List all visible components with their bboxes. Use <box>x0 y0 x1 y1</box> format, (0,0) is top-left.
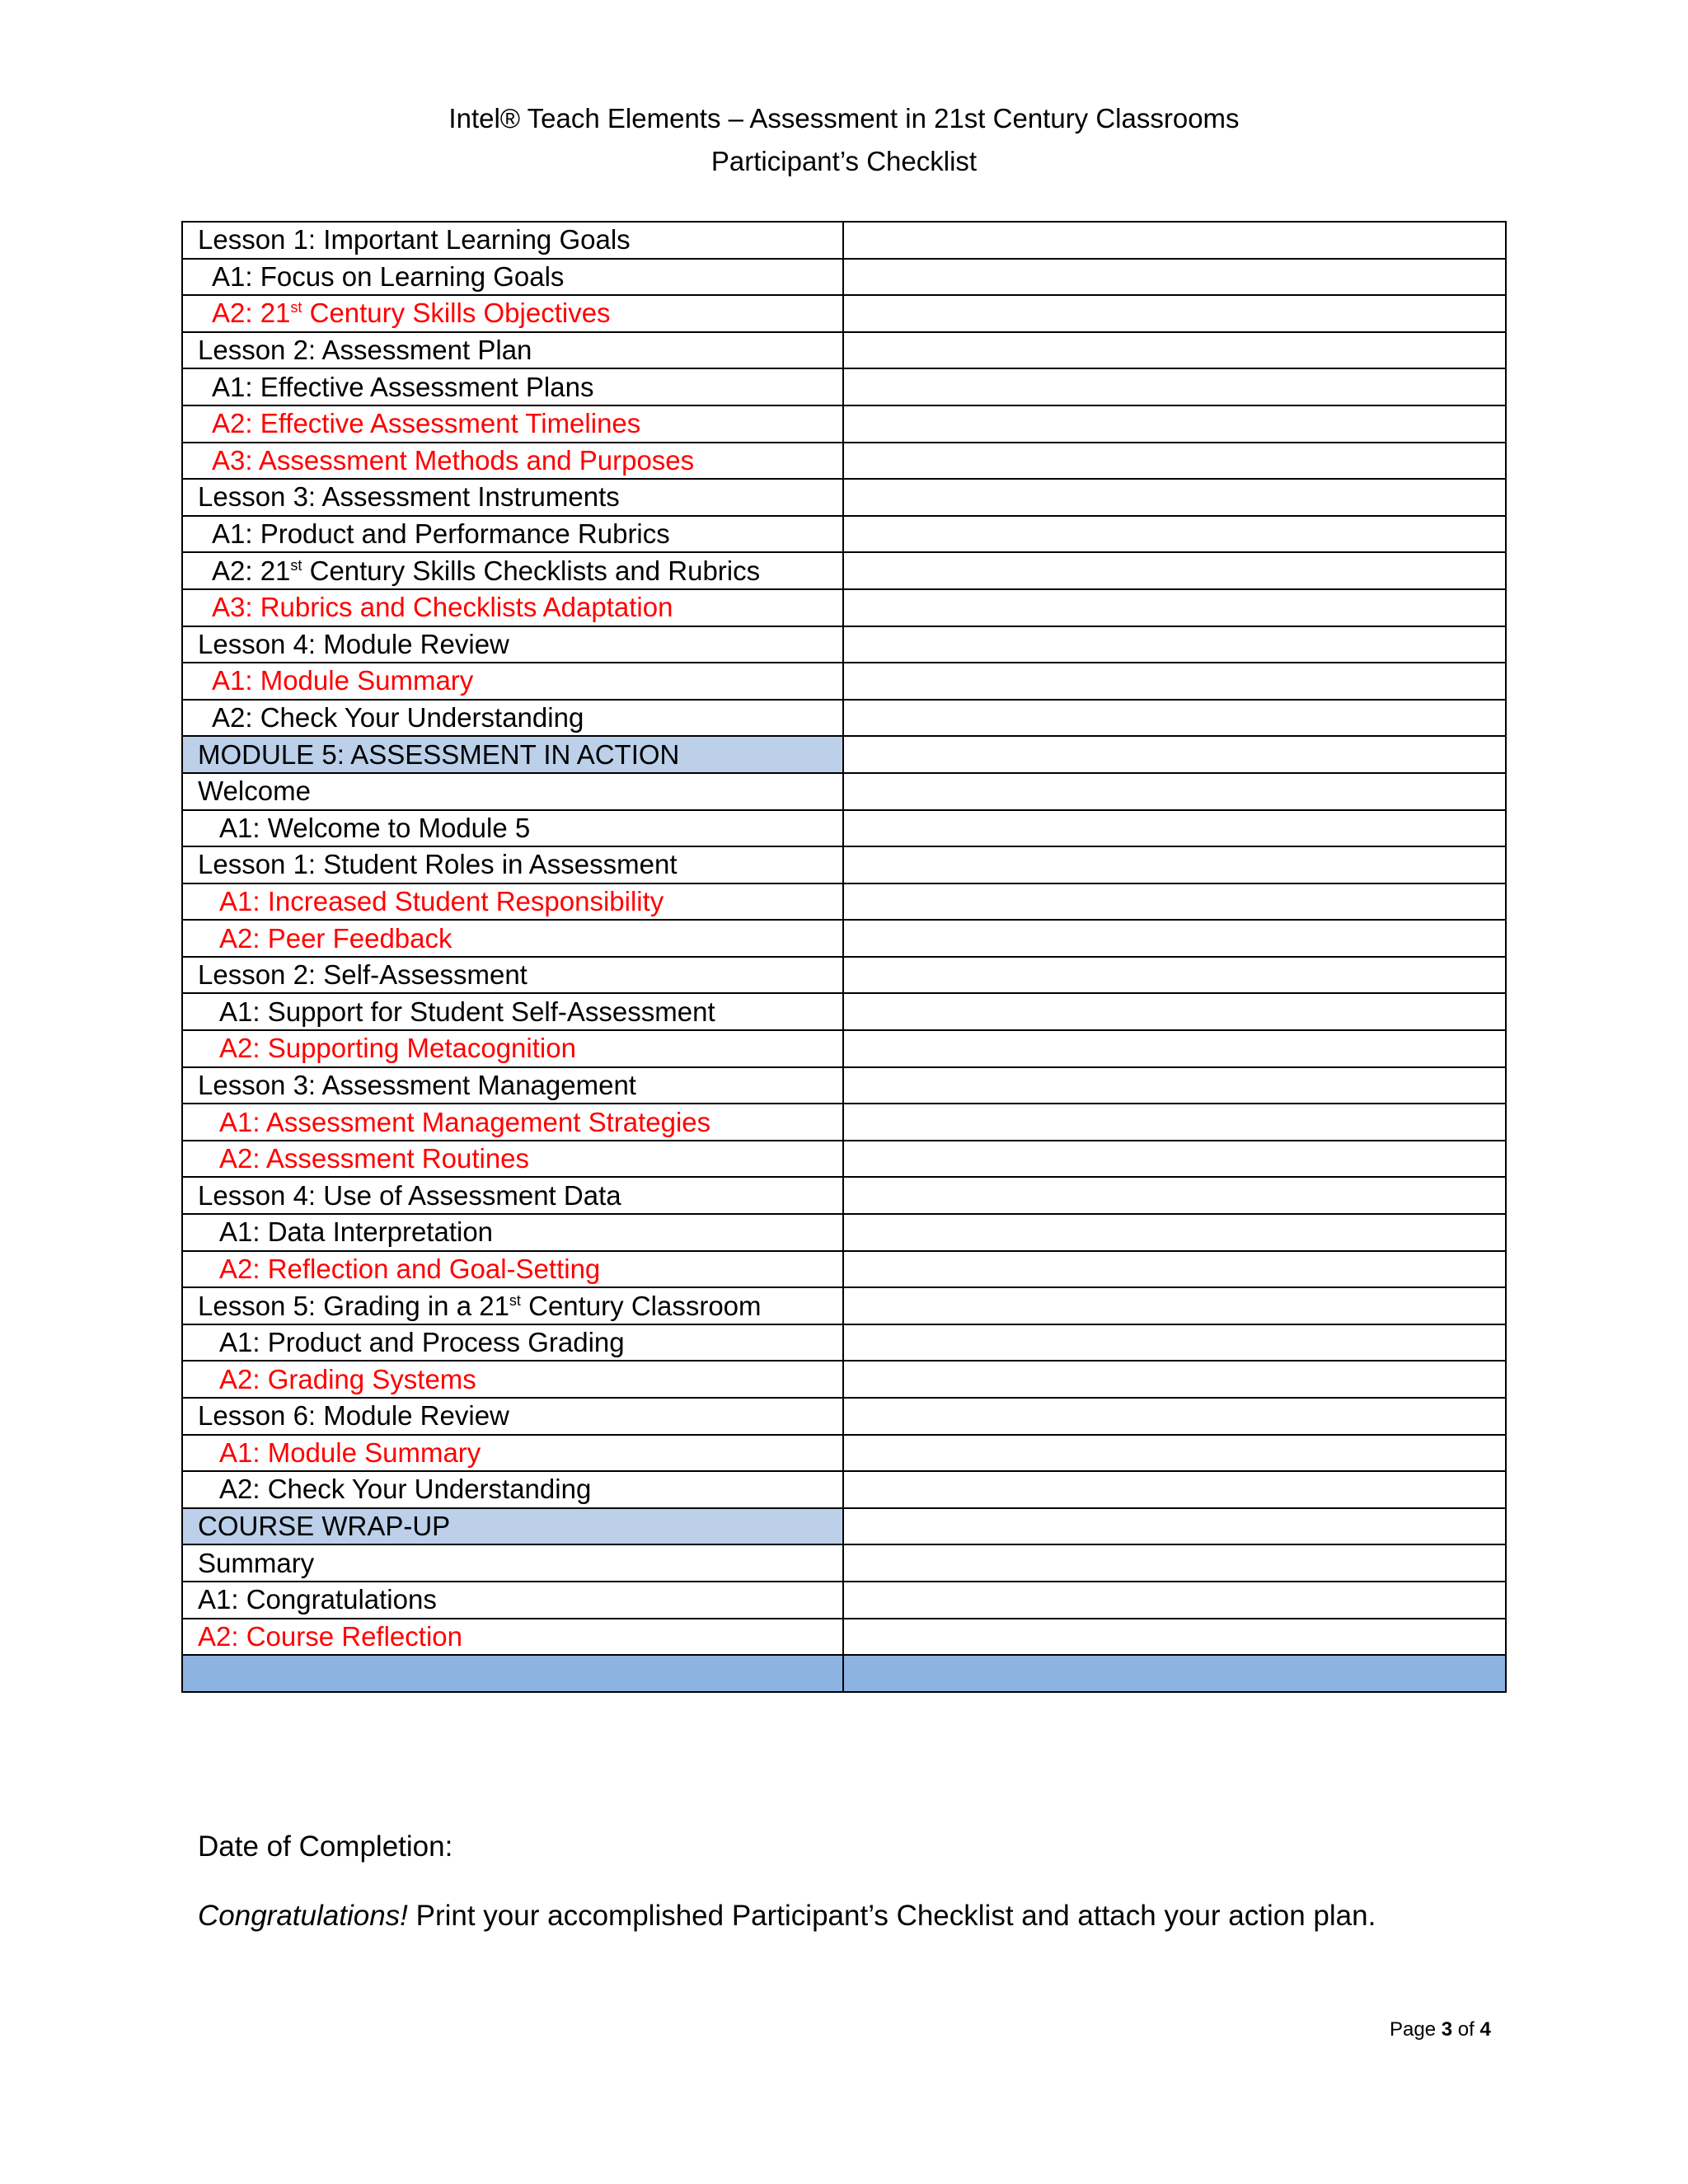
checklist-check-cell <box>843 295 1506 332</box>
checklist-item-cell <box>182 1141 843 1178</box>
document-subtitle: Participant’s Checklist <box>710 146 978 176</box>
checklist-row <box>182 1544 1506 1582</box>
checklist-item-label: MODULE 5: ASSESSMENT IN ACTION <box>198 738 680 770</box>
checklist-item-label: A1: Data Interpretation <box>219 1216 494 1248</box>
checklist-item-cell <box>182 368 843 405</box>
document-header <box>0 97 1688 183</box>
checklist-item-cell <box>182 957 843 994</box>
checklist-item-label: A1: Product and Performance Rubrics <box>212 518 670 550</box>
checklist-item-label: A2: Check Your Understanding <box>212 702 584 733</box>
checklist-row <box>182 846 1506 883</box>
checklist-check-cell <box>843 1508 1506 1545</box>
checklist-item-label: A1: Congratulations <box>198 1584 437 1615</box>
checklist-row <box>182 957 1506 994</box>
checklist-item-cell <box>182 1435 843 1472</box>
checklist-item-label <box>183 1291 762 1321</box>
checklist-item-cell <box>182 993 843 1030</box>
checklist-item-cell <box>182 443 843 480</box>
checklist-row <box>182 368 1506 405</box>
checklist-item-label: A1: Welcome to Module 5 <box>219 812 531 843</box>
page-of-label: of <box>1452 2018 1480 2041</box>
checklist-item-label: Lesson 4: Module Review <box>198 628 509 659</box>
checklist-row <box>182 626 1506 663</box>
checklist-item-label: A1: Focus on Learning Goals <box>212 260 565 292</box>
checklist-check-cell <box>843 957 1506 994</box>
checklist-item-cell <box>182 1251 843 1288</box>
checklist-item-cell <box>182 1214 843 1251</box>
label-text: A2: 21 <box>212 555 291 586</box>
checklist-row <box>182 1287 1506 1324</box>
document-title: Intel® Teach Elements – Assessment in 21st Century Classrooms <box>448 103 1240 134</box>
checklist-row <box>182 295 1506 332</box>
checklist-item-label <box>183 298 611 328</box>
page-footer <box>1390 2018 1491 2042</box>
checklist-item-cell <box>182 1619 843 1656</box>
checklist-check-cell <box>843 332 1506 369</box>
checklist-item-label: A2: Peer Feedback <box>219 922 452 954</box>
checklist-row <box>182 222 1506 259</box>
checklist-row <box>182 993 1506 1030</box>
checklist-item-label: Lesson 2: Self-Assessment <box>198 959 528 991</box>
checklist-check-cell <box>843 920 1506 957</box>
checklist-item-cell <box>182 1398 843 1435</box>
checklist-item-label: A2: Reflection and Goal-Setting <box>219 1253 601 1284</box>
checklist-item-label: A3: Assessment Methods and Purposes <box>212 444 695 476</box>
checklist-body <box>182 222 1506 1692</box>
checklist-item-label: A1: Effective Assessment Plans <box>212 371 594 402</box>
checklist-item-label <box>183 555 760 586</box>
checklist-row <box>182 810 1506 847</box>
label-text: A2: 21 <box>212 298 291 329</box>
checklist-check-cell <box>843 700 1506 737</box>
checklist-row <box>182 1398 1506 1435</box>
checklist-check-cell <box>843 259 1506 296</box>
checklist-item-cell <box>182 479 843 516</box>
checklist-item-label: A2: Grading Systems <box>219 1363 476 1394</box>
checklist-item-cell <box>182 295 843 332</box>
checklist-row <box>182 920 1506 957</box>
checklist-check-cell <box>843 1544 1506 1582</box>
checklist-check-cell <box>843 405 1506 443</box>
checklist-row <box>182 516 1506 553</box>
checklist-item-label <box>183 1657 198 1688</box>
checklist-check-cell <box>843 993 1506 1030</box>
checklist-item-cell <box>182 1177 843 1214</box>
checklist-check-cell <box>843 1287 1506 1324</box>
checklist-item-cell <box>182 552 843 589</box>
congratulations-text: Print your accomplished Participant’s Checklist and attach your action plan. <box>407 1900 1376 1932</box>
checklist-item-cell <box>182 1655 843 1692</box>
checklist-check-cell <box>843 479 1506 516</box>
checklist-item-label: Lesson 6: Module Review <box>198 1400 509 1432</box>
checklist-item-label: Lesson 1: Student Roles in Assessment <box>198 849 678 880</box>
label-text: Lesson 5: Grading in a 21 <box>198 1290 509 1321</box>
checklist-item-cell <box>182 405 843 443</box>
checklist-row <box>182 1251 1506 1288</box>
checklist-row <box>182 1324 1506 1361</box>
checklist-item-label: Lesson 4: Use of Assessment Data <box>198 1179 621 1211</box>
checklist-row <box>182 1508 1506 1545</box>
checklist-item-cell <box>182 1582 843 1619</box>
checklist-item-label: A2: Course Reflection <box>198 1620 462 1652</box>
checklist-item-label: A2: Supporting Metacognition <box>219 1033 576 1064</box>
checklist-item-cell <box>182 1508 843 1545</box>
checklist-item-label: Welcome <box>198 776 311 807</box>
checklist-check-cell <box>843 368 1506 405</box>
checklist-row <box>182 332 1506 369</box>
checklist-row <box>182 1361 1506 1398</box>
checklist-row <box>182 405 1506 443</box>
checklist-row <box>182 1177 1506 1214</box>
checklist-check-cell <box>843 1104 1506 1141</box>
checklist-item-label: A2: Effective Assessment Timelines <box>212 408 641 439</box>
checklist-item-cell <box>182 222 843 259</box>
checklist-item-cell <box>182 1287 843 1324</box>
checklist-row <box>182 443 1506 480</box>
checklist-check-cell <box>843 1655 1506 1692</box>
checklist-row <box>182 1435 1506 1472</box>
congratulations-note <box>198 1897 1376 1935</box>
checklist-check-cell <box>843 589 1506 626</box>
checklist-check-cell <box>843 443 1506 480</box>
checklist-row <box>182 736 1506 773</box>
checklist-item-cell <box>182 626 843 663</box>
checklist-row <box>182 1067 1506 1104</box>
superscript: st <box>290 556 302 574</box>
checklist-item-cell <box>182 1324 843 1361</box>
checklist-item-label: Lesson 3: Assessment Management <box>198 1069 636 1100</box>
congratulations-emphasis: Congratulations! <box>198 1900 408 1932</box>
checklist-item-label: A1: Module Summary <box>212 665 474 696</box>
checklist-row <box>182 1141 1506 1178</box>
page-label: Page <box>1390 2018 1442 2041</box>
checklist-item-cell <box>182 773 843 810</box>
checklist-item-label: COURSE WRAP-UP <box>198 1511 451 1542</box>
checklist-row <box>182 1214 1506 1251</box>
label-text: Century Classroom <box>520 1290 762 1321</box>
checklist-item-cell <box>182 589 843 626</box>
checklist-row <box>182 552 1506 589</box>
checklist-check-cell <box>843 773 1506 810</box>
checklist-item-label: Summary <box>198 1547 315 1578</box>
checklist-item-cell <box>182 1030 843 1067</box>
checklist-item-cell <box>182 700 843 737</box>
checklist-item-cell <box>182 846 843 883</box>
superscript: st <box>290 299 302 316</box>
checklist-item-cell <box>182 663 843 700</box>
checklist-item-label: Lesson 1: Important Learning Goals <box>198 224 631 255</box>
checklist-item-label: A1: Support for Student Self-Assessment <box>219 996 715 1027</box>
checklist-check-cell <box>843 1398 1506 1435</box>
checklist-check-cell <box>843 626 1506 663</box>
checklist-item-label: A1: Increased Student Responsibility <box>219 885 664 916</box>
checklist-row <box>182 1030 1506 1067</box>
checklist-check-cell <box>843 1251 1506 1288</box>
checklist-row <box>182 479 1506 516</box>
checklist-item-cell <box>182 1104 843 1141</box>
checklist-row <box>182 259 1506 296</box>
checklist-item-label: A1: Product and Process Grading <box>219 1327 625 1358</box>
checklist-check-cell <box>843 516 1506 553</box>
checklist-item-cell <box>182 516 843 553</box>
checklist-check-cell <box>843 883 1506 921</box>
checklist-check-cell <box>843 1141 1506 1178</box>
checklist-item-label: A2: Assessment Routines <box>219 1143 530 1174</box>
checklist-row <box>182 883 1506 921</box>
checklist-row <box>182 589 1506 626</box>
page-total: 4 <box>1479 2018 1491 2041</box>
checklist-item-cell <box>182 736 843 773</box>
checklist-item-cell <box>182 883 843 921</box>
checklist-item-label: A3: Rubrics and Checklists Adaptation <box>212 592 673 623</box>
checklist-item-cell <box>182 259 843 296</box>
checklist-check-cell <box>843 663 1506 700</box>
checklist-check-cell <box>843 552 1506 589</box>
checklist-item-cell <box>182 1544 843 1582</box>
checklist-item-label: Lesson 3: Assessment Instruments <box>198 481 620 513</box>
checklist-check-cell <box>843 222 1506 259</box>
checklist-table <box>181 221 1507 1693</box>
checklist-item-label: A1: Module Summary <box>219 1436 481 1468</box>
label-text: Century Skills Checklists and Rubrics <box>302 555 761 586</box>
checklist-row <box>182 700 1506 737</box>
checklist-row <box>182 1655 1506 1692</box>
checklist-check-cell <box>843 1471 1506 1508</box>
checklist-item-label: Lesson 2: Assessment Plan <box>198 335 532 366</box>
label-text: Century Skills Objectives <box>302 298 611 329</box>
checklist-row <box>182 1471 1506 1508</box>
checklist-check-cell <box>843 810 1506 847</box>
checklist-check-cell <box>843 1030 1506 1067</box>
checklist-check-cell <box>843 1324 1506 1361</box>
checklist-check-cell <box>843 1619 1506 1656</box>
page-number: 3 <box>1441 2018 1453 2041</box>
checklist-check-cell <box>843 1177 1506 1214</box>
checklist-check-cell <box>843 846 1506 883</box>
checklist-check-cell <box>843 1067 1506 1104</box>
checklist-check-cell <box>843 1582 1506 1619</box>
checklist-row <box>182 663 1506 700</box>
checklist-check-cell <box>843 736 1506 773</box>
checklist-row <box>182 1104 1506 1141</box>
checklist-check-cell <box>843 1361 1506 1398</box>
checklist-item-cell <box>182 920 843 957</box>
checklist-check-cell <box>843 1214 1506 1251</box>
checklist-row <box>182 773 1506 810</box>
checklist-item-cell <box>182 332 843 369</box>
superscript: st <box>509 1291 521 1309</box>
checklist-item-cell <box>182 1471 843 1508</box>
checklist-item-cell <box>182 1067 843 1104</box>
checklist-item-label: A1: Assessment Management Strategies <box>219 1106 711 1137</box>
checklist-check-cell <box>843 1435 1506 1472</box>
checklist-row <box>182 1582 1506 1619</box>
checklist-item-label: A2: Check Your Understanding <box>219 1474 592 1505</box>
date-of-completion-label: Date of Completion: <box>198 1830 453 1863</box>
checklist-item-cell <box>182 1361 843 1398</box>
checklist-row <box>182 1619 1506 1656</box>
checklist-item-cell <box>182 810 843 847</box>
